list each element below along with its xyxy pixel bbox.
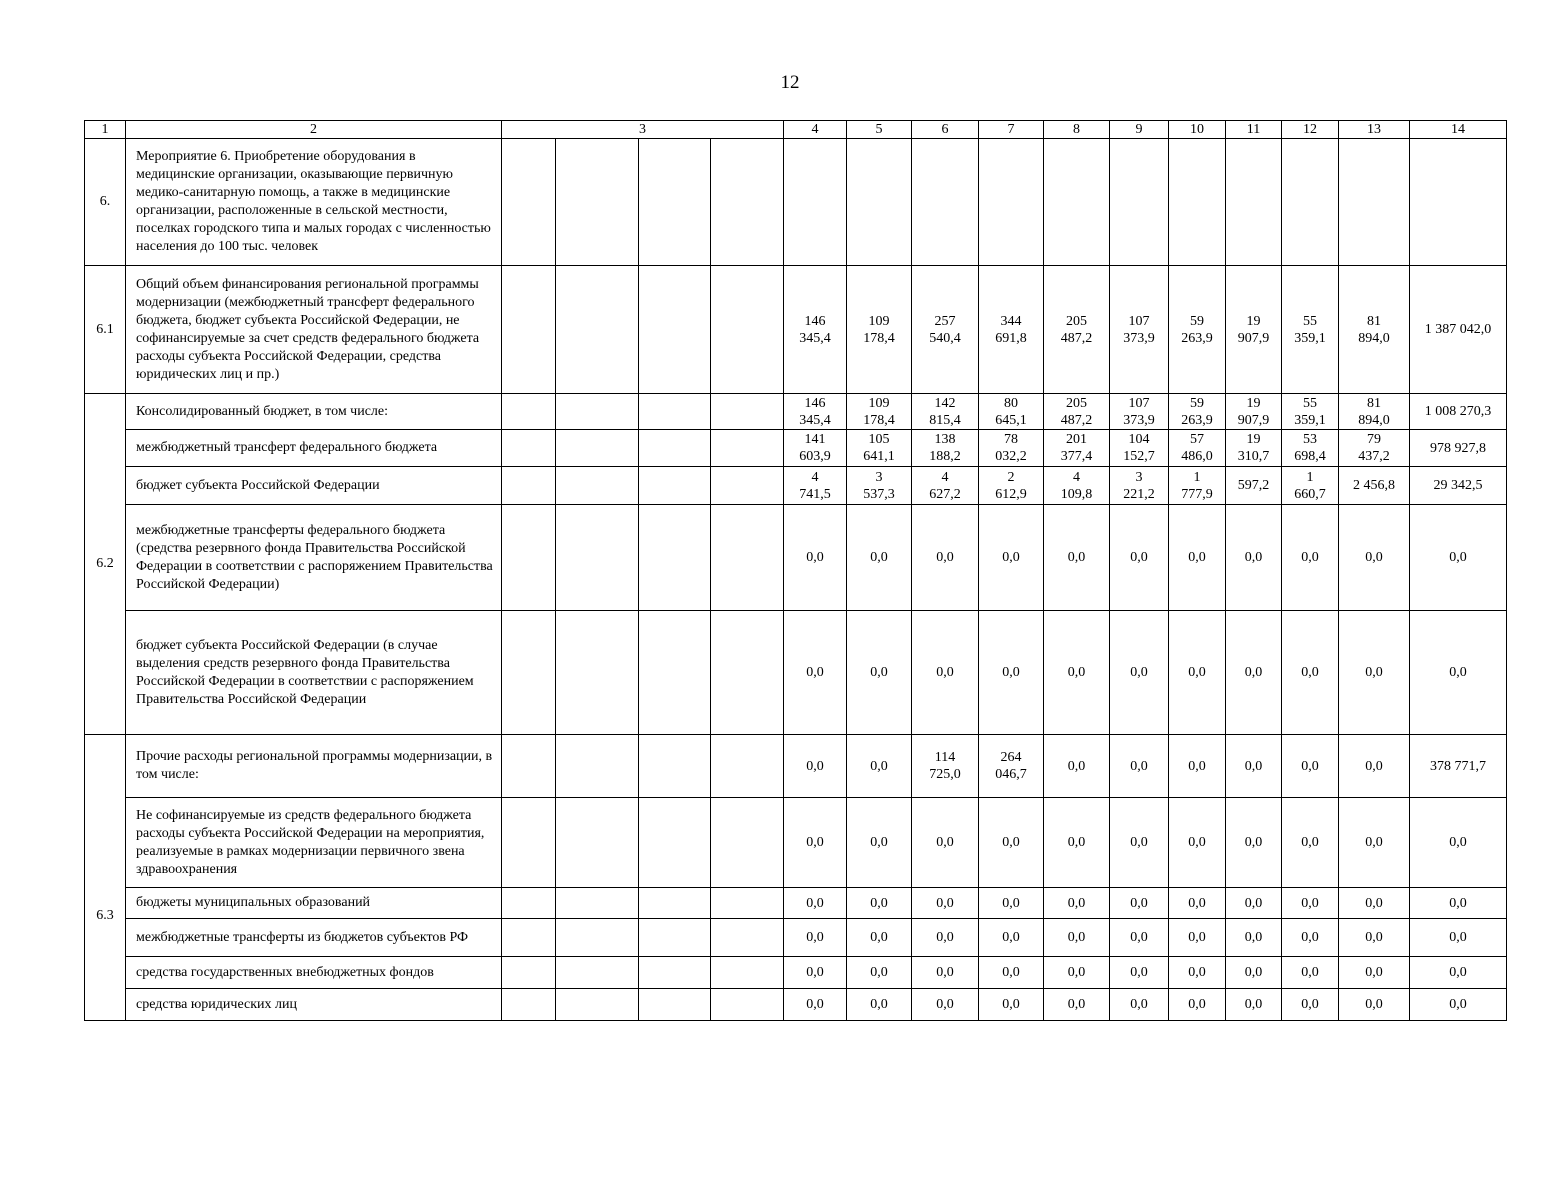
column-number-cell: 6: [912, 121, 979, 139]
empty-code-cell: [502, 139, 556, 266]
value-cell: 0,0: [1282, 505, 1339, 611]
empty-code-cell: [639, 798, 711, 888]
value-cell: 4 627,2: [912, 467, 979, 505]
value-cell: 0,0: [1110, 505, 1169, 611]
table-row: [85, 919, 1507, 957]
value-cell: [1110, 139, 1169, 266]
value-cell: 1 008 270,3: [1410, 394, 1507, 430]
empty-code-cell: [556, 394, 639, 430]
table-row: [85, 505, 1507, 611]
empty-code-cell: [711, 798, 784, 888]
column-number-cell: 7: [979, 121, 1044, 139]
value-cell: 0,0: [979, 957, 1044, 989]
value-cell: 0,0: [1226, 735, 1282, 798]
empty-code-cell: [639, 505, 711, 611]
value-cell: 0,0: [847, 989, 912, 1021]
empty-code-cell: [556, 798, 639, 888]
value-cell: 0,0: [784, 611, 847, 735]
column-number-cell: 14: [1410, 121, 1507, 139]
value-cell: 4 109,8: [1044, 467, 1110, 505]
value-cell: 0,0: [1282, 798, 1339, 888]
page-number: 12: [780, 72, 800, 93]
empty-code-cell: [639, 888, 711, 919]
empty-code-cell: [711, 888, 784, 919]
value-cell: 146 345,4: [784, 266, 847, 394]
empty-code-cell: [556, 505, 639, 611]
table-row: [85, 139, 1507, 266]
value-cell: 0,0: [1169, 798, 1226, 888]
value-cell: 0,0: [1044, 957, 1110, 989]
value-cell: 0,0: [847, 919, 912, 957]
value-cell: 2 612,9: [979, 467, 1044, 505]
value-cell: 55 359,1: [1282, 394, 1339, 430]
row-number-cell: 6.1: [85, 266, 126, 394]
value-cell: 0,0: [1169, 919, 1226, 957]
value-cell: 0,0: [784, 919, 847, 957]
value-cell: 0,0: [1339, 735, 1410, 798]
empty-code-cell: [711, 430, 784, 467]
empty-code-cell: [639, 957, 711, 989]
empty-code-cell: [639, 430, 711, 467]
empty-code-cell: [502, 888, 556, 919]
column-number-cell: 13: [1339, 121, 1410, 139]
value-cell: 0,0: [1226, 888, 1282, 919]
value-cell: 141 603,9: [784, 430, 847, 467]
empty-code-cell: [639, 266, 711, 394]
empty-code-cell: [639, 989, 711, 1021]
value-cell: 0,0: [1044, 611, 1110, 735]
value-cell: 344 691,8: [979, 266, 1044, 394]
value-cell: 0,0: [1044, 989, 1110, 1021]
description-cell: межбюджетные трансферты федерального бюджета (средства резервного фонда Правительства Российской Федерации в соответствии с распоряжением Правительства Российской Федерации): [126, 505, 502, 611]
table-row: [85, 957, 1507, 989]
value-cell: 0,0: [847, 798, 912, 888]
empty-code-cell: [711, 139, 784, 266]
column-number-cell: 12: [1282, 121, 1339, 139]
column-number-cell: 1: [85, 121, 126, 139]
value-cell: [1226, 139, 1282, 266]
value-cell: 0,0: [1410, 919, 1507, 957]
value-cell: 0,0: [1282, 735, 1339, 798]
value-cell: 0,0: [784, 989, 847, 1021]
empty-code-cell: [556, 735, 639, 798]
value-cell: 0,0: [1339, 989, 1410, 1021]
description-cell: межбюджетный трансферт федерального бюджета: [126, 430, 502, 467]
row-number-cell: 6.3: [85, 735, 126, 1021]
empty-code-cell: [502, 735, 556, 798]
description-cell: бюджет субъекта Российской Федерации: [126, 467, 502, 505]
description-cell: средства государственных внебюджетных фондов: [126, 957, 502, 989]
value-cell: 0,0: [1169, 505, 1226, 611]
empty-code-cell: [639, 919, 711, 957]
value-cell: 0,0: [784, 888, 847, 919]
row-number-cell: 6.: [85, 139, 126, 266]
value-cell: 1 777,9: [1169, 467, 1226, 505]
value-cell: 0,0: [1169, 611, 1226, 735]
value-cell: [1282, 139, 1339, 266]
value-cell: 0,0: [1410, 989, 1507, 1021]
empty-code-cell: [711, 467, 784, 505]
value-cell: 0,0: [1339, 957, 1410, 989]
value-cell: 0,0: [1044, 888, 1110, 919]
empty-code-cell: [639, 611, 711, 735]
value-cell: 79 437,2: [1339, 430, 1410, 467]
description-cell: бюджет субъекта Российской Федерации (в случае выделения средств резервного фонда Правительства Российской Федерации в соответствии с распоряжением Правительства Российской Федерации: [126, 611, 502, 735]
empty-code-cell: [556, 266, 639, 394]
value-cell: 0,0: [1226, 611, 1282, 735]
empty-code-cell: [556, 989, 639, 1021]
empty-code-cell: [502, 266, 556, 394]
value-cell: 205 487,2: [1044, 394, 1110, 430]
value-cell: 257 540,4: [912, 266, 979, 394]
empty-code-cell: [556, 467, 639, 505]
empty-code-cell: [639, 139, 711, 266]
value-cell: 0,0: [784, 505, 847, 611]
empty-code-cell: [711, 505, 784, 611]
value-cell: 1 387 042,0: [1410, 266, 1507, 394]
value-cell: [1169, 139, 1226, 266]
value-cell: 0,0: [912, 611, 979, 735]
value-cell: 0,0: [1410, 957, 1507, 989]
column-number-cell: 11: [1226, 121, 1282, 139]
empty-code-cell: [711, 989, 784, 1021]
value-cell: 0,0: [1339, 919, 1410, 957]
value-cell: 0,0: [979, 989, 1044, 1021]
value-cell: 0,0: [979, 919, 1044, 957]
value-cell: 80 645,1: [979, 394, 1044, 430]
value-cell: 0,0: [1169, 888, 1226, 919]
description-cell: средства юридических лиц: [126, 989, 502, 1021]
value-cell: 0,0: [1226, 989, 1282, 1021]
value-cell: 53 698,4: [1282, 430, 1339, 467]
value-cell: 264 046,7: [979, 735, 1044, 798]
empty-code-cell: [556, 957, 639, 989]
empty-code-cell: [556, 430, 639, 467]
value-cell: 0,0: [1410, 611, 1507, 735]
value-cell: 0,0: [1226, 957, 1282, 989]
value-cell: 0,0: [912, 798, 979, 888]
value-cell: 0,0: [1410, 888, 1507, 919]
value-cell: 0,0: [912, 888, 979, 919]
value-cell: 0,0: [1110, 611, 1169, 735]
value-cell: 81 894,0: [1339, 266, 1410, 394]
column-number-header: [85, 121, 1507, 139]
value-cell: 105 641,1: [847, 430, 912, 467]
value-cell: 3 537,3: [847, 467, 912, 505]
value-cell: 2 456,8: [1339, 467, 1410, 505]
value-cell: 29 342,5: [1410, 467, 1507, 505]
value-cell: 201 377,4: [1044, 430, 1110, 467]
value-cell: 0,0: [1169, 989, 1226, 1021]
value-cell: 0,0: [1339, 611, 1410, 735]
financing-table: [84, 120, 1507, 1021]
empty-code-cell: [502, 989, 556, 1021]
value-cell: [1339, 139, 1410, 266]
value-cell: 0,0: [1044, 919, 1110, 957]
empty-code-cell: [639, 735, 711, 798]
value-cell: 3 221,2: [1110, 467, 1169, 505]
value-cell: 0,0: [1226, 505, 1282, 611]
empty-code-cell: [502, 611, 556, 735]
column-number-cell: 4: [784, 121, 847, 139]
description-cell: Прочие расходы региональной программы модернизации, в том числе:: [126, 735, 502, 798]
empty-code-cell: [556, 919, 639, 957]
table-row: [85, 430, 1507, 467]
row-number-cell: 6.2: [85, 394, 126, 735]
value-cell: 19 310,7: [1226, 430, 1282, 467]
value-cell: 146 345,4: [784, 394, 847, 430]
value-cell: 0,0: [1282, 919, 1339, 957]
table-row: [85, 611, 1507, 735]
column-number-cell: 5: [847, 121, 912, 139]
value-cell: 0,0: [1110, 957, 1169, 989]
value-cell: 0,0: [847, 888, 912, 919]
value-cell: 0,0: [847, 611, 912, 735]
description-cell: бюджеты муниципальных образований: [126, 888, 502, 919]
value-cell: 19 907,9: [1226, 266, 1282, 394]
empty-code-cell: [502, 505, 556, 611]
empty-code-cell: [711, 394, 784, 430]
value-cell: 0,0: [784, 735, 847, 798]
description-cell: Общий объем финансирования региональной программы модернизации (межбюджетный трансферт федерального бюджета, бюджет субъекта Российской Федерации, не софинансируемые за счет средств федерального бюджета расходы субъекта Российской Федерации, средства юридических лиц и пр.): [126, 266, 502, 394]
empty-code-cell: [556, 888, 639, 919]
value-cell: 0,0: [912, 919, 979, 957]
value-cell: 19 907,9: [1226, 394, 1282, 430]
value-cell: 0,0: [1410, 505, 1507, 611]
value-cell: 0,0: [784, 957, 847, 989]
empty-code-cell: [502, 394, 556, 430]
value-cell: 0,0: [1410, 798, 1507, 888]
value-cell: 0,0: [1282, 888, 1339, 919]
value-cell: 78 032,2: [979, 430, 1044, 467]
value-cell: 0,0: [1226, 919, 1282, 957]
table-row: [85, 888, 1507, 919]
value-cell: 0,0: [1339, 505, 1410, 611]
empty-code-cell: [639, 394, 711, 430]
value-cell: 0,0: [1110, 888, 1169, 919]
value-cell: 59 263,9: [1169, 266, 1226, 394]
value-cell: 0,0: [979, 611, 1044, 735]
value-cell: 138 188,2: [912, 430, 979, 467]
table-row: [85, 735, 1507, 798]
empty-code-cell: [502, 919, 556, 957]
value-cell: 0,0: [1339, 798, 1410, 888]
value-cell: 0,0: [1169, 735, 1226, 798]
value-cell: 109 178,4: [847, 394, 912, 430]
value-cell: 0,0: [1110, 798, 1169, 888]
empty-code-cell: [502, 798, 556, 888]
value-cell: 0,0: [847, 505, 912, 611]
description-cell: Не софинансируемые из средств федерального бюджета расходы субъекта Российской Федерации на мероприятия, реализуемые в рамках модернизации первичного звена здравоохранения: [126, 798, 502, 888]
value-cell: 0,0: [979, 505, 1044, 611]
value-cell: [1410, 139, 1507, 266]
empty-code-cell: [556, 611, 639, 735]
column-number-cell: 2: [126, 121, 502, 139]
value-cell: 0,0: [1282, 989, 1339, 1021]
value-cell: 0,0: [1044, 735, 1110, 798]
empty-code-cell: [711, 735, 784, 798]
value-cell: [784, 139, 847, 266]
table-row: [85, 394, 1507, 430]
column-number-cell: 3: [502, 121, 784, 139]
value-cell: 55 359,1: [1282, 266, 1339, 394]
value-cell: 978 927,8: [1410, 430, 1507, 467]
value-cell: 0,0: [912, 957, 979, 989]
value-cell: 0,0: [912, 989, 979, 1021]
value-cell: 57 486,0: [1169, 430, 1226, 467]
empty-code-cell: [502, 430, 556, 467]
value-cell: 0,0: [1169, 957, 1226, 989]
empty-code-cell: [502, 467, 556, 505]
value-cell: 0,0: [979, 798, 1044, 888]
value-cell: 0,0: [1044, 505, 1110, 611]
column-number-cell: 9: [1110, 121, 1169, 139]
table-row: [85, 798, 1507, 888]
value-cell: 104 152,7: [1110, 430, 1169, 467]
value-cell: 59 263,9: [1169, 394, 1226, 430]
value-cell: 205 487,2: [1044, 266, 1110, 394]
empty-code-cell: [711, 919, 784, 957]
description-cell: межбюджетные трансферты из бюджетов субъектов РФ: [126, 919, 502, 957]
empty-code-cell: [639, 467, 711, 505]
value-cell: 107 373,9: [1110, 266, 1169, 394]
value-cell: 1 660,7: [1282, 467, 1339, 505]
value-cell: 81 894,0: [1339, 394, 1410, 430]
table-row: [85, 989, 1507, 1021]
column-number-cell: 8: [1044, 121, 1110, 139]
value-cell: 0,0: [847, 735, 912, 798]
description-cell: Мероприятие 6. Приобретение оборудования в медицинские организации, оказывающие первичную медико-санитарную помощь, а также в медицинские организации, расположенные в сельской местности, поселках городского типа и малых городах с численностью населения до 100 тыс. человек: [126, 139, 502, 266]
value-cell: 114 725,0: [912, 735, 979, 798]
empty-code-cell: [556, 139, 639, 266]
value-cell: [912, 139, 979, 266]
empty-code-cell: [711, 266, 784, 394]
value-cell: 0,0: [912, 505, 979, 611]
value-cell: 597,2: [1226, 467, 1282, 505]
table-row: [85, 467, 1507, 505]
value-cell: 0,0: [1044, 798, 1110, 888]
value-cell: [847, 139, 912, 266]
value-cell: [1044, 139, 1110, 266]
column-number-cell: 10: [1169, 121, 1226, 139]
value-cell: 142 815,4: [912, 394, 979, 430]
value-cell: 0,0: [847, 957, 912, 989]
value-cell: [979, 139, 1044, 266]
value-cell: 0,0: [1282, 957, 1339, 989]
value-cell: 107 373,9: [1110, 394, 1169, 430]
value-cell: 0,0: [1110, 989, 1169, 1021]
value-cell: 4 741,5: [784, 467, 847, 505]
value-cell: 109 178,4: [847, 266, 912, 394]
value-cell: 0,0: [1226, 798, 1282, 888]
value-cell: 0,0: [1110, 919, 1169, 957]
value-cell: 0,0: [1339, 888, 1410, 919]
empty-code-cell: [711, 957, 784, 989]
value-cell: 0,0: [1282, 611, 1339, 735]
table-row: [85, 266, 1507, 394]
value-cell: 0,0: [784, 798, 847, 888]
description-cell: Консолидированный бюджет, в том числе:: [126, 394, 502, 430]
empty-code-cell: [711, 611, 784, 735]
empty-code-cell: [502, 957, 556, 989]
value-cell: 0,0: [979, 888, 1044, 919]
value-cell: 378 771,7: [1410, 735, 1507, 798]
value-cell: 0,0: [1110, 735, 1169, 798]
